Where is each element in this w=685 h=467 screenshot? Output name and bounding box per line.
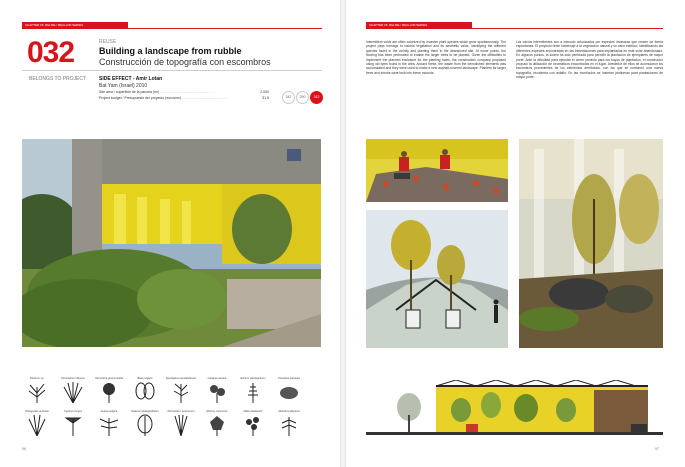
belongs-to-label: BELONGS TO PROJECT: — [29, 76, 87, 82]
plant-illustration-icon — [170, 414, 192, 436]
plant-illustration-icon — [98, 414, 120, 436]
plant-item: Pennisetum villosum — [58, 377, 88, 403]
text-spanish: Los vacíos intermitentes son a menudo colonizados por especies invasoras que crecen de forma espontánea. El proyecto rinde homenaje a la vegetación natural y su valor estético, identificando las diferentes especies encontradas en las inmediaciones para implantarlas en este solar abandonado. En algunos puntos, la solera ha sido perforada para permitir la plantación de ejemplares de mayor porte. Ante la dificultad para ejecutar el cierre previsto para los hoyos de plantación, el constructor propuso la utilización de neumáticos encontrados en el lugar. Alrededor de ellos se acumularon los escombros procedentes de los elementos derribados, con los que se conformó una nueva topografía, recubierta con asfalto. En las montículos se insertan jardineras para plantaciones de mayor porte. — [516, 40, 663, 80]
page-ref-circle-active[interactable]: 312 — [310, 91, 323, 104]
project-name: SIDE EFFECT - Amir Lotan — [99, 76, 163, 82]
page-gutter — [340, 0, 346, 467]
plant-item: Portulaca oleracea — [274, 377, 304, 403]
plant-item: Oenothera grammonella — [94, 377, 124, 403]
plant-illustration-icon — [26, 414, 48, 436]
chapter-tag-right: CHAPTER 05. REUSE / RECLAIM SERIES — [366, 22, 472, 28]
divider — [22, 70, 322, 71]
chapter-rule-left — [22, 28, 322, 29]
plant-item: Eucalyptus camaldulensis — [166, 377, 196, 403]
section-illustration — [366, 210, 508, 348]
plant-illustration-icon — [26, 381, 48, 403]
chapter-tag-left: CHAPTER 05. REUSE / RECLAIM SERIES — [22, 22, 128, 28]
chapter-rule-right — [366, 28, 663, 29]
plant-item: Ailanthus altissima — [274, 410, 304, 436]
plant-illustration-icon — [206, 381, 228, 403]
plant-item: Solanum elaeagnifolium — [130, 410, 160, 436]
category-label: REUSE — [99, 39, 117, 45]
plant-illustration-icon — [242, 381, 264, 403]
plant-item: Lantana camara — [202, 377, 232, 403]
page-ref-circle[interactable]: 242 — [282, 91, 295, 104]
plant-illustration-icon — [242, 414, 264, 436]
elevation-drawing — [366, 380, 663, 442]
plant-illustration-icon — [134, 381, 156, 403]
plant-illustration-icon — [62, 414, 84, 436]
plant-item: Acacia saligna — [94, 410, 124, 436]
page-number-right: 97 — [655, 447, 659, 451]
plant-item: Melia azedarach — [238, 410, 268, 436]
plant-item: Panicum sp. — [22, 377, 52, 403]
info-row: Site area / superficie de la parcela (m²) ........................................................ 2.000 — [99, 90, 269, 94]
plant-illustration-icon — [98, 381, 120, 403]
plant-item: Ricinus communis — [202, 410, 232, 436]
project-number: 032 — [27, 36, 75, 69]
plant-illustration-icon — [134, 414, 156, 436]
plant-illustration-icon — [206, 414, 228, 436]
plant-item: Echium plantagineum — [238, 377, 268, 403]
plant-item: Beta vulgaris — [130, 377, 160, 403]
photo-mist-garden — [519, 139, 663, 348]
title-english: Building a landscape from rubble — [99, 46, 242, 56]
plant-illustration-icon — [278, 414, 300, 436]
plant-item: Phragmites australis — [22, 410, 52, 436]
photo-workers — [366, 139, 508, 202]
info-row: Project budget / Presupuesto del proyecto (euros/m²) .............................................. 31.5 — [99, 96, 269, 100]
plant-item: Cyperus longus — [58, 410, 88, 436]
page-ref-circle[interactable]: 290 — [296, 91, 309, 104]
page-number-left: 96 — [22, 447, 26, 451]
project-location: Bat Yam (Israel) 2010 — [99, 83, 148, 89]
text-english: Intermittent voids are often colonized by invasive plant species which grow spontaneously. The project pays homage to natural vegetation and its aesthetic value, identifying the different species found in the vicinity and planting them in the abandoned site. At some points, the flooring has been perforated to enable the larger trees to be planted. Given the difficulties to implement the planned enclosure for the planting holes, the construction company proposed using old tyres found in the area. Around these, the waste from the demolished elements was accumulated and they were used to make a new asphalt-covered landscape. Planters for larger trees and shrubs were built into these mounds. — [366, 40, 506, 75]
title-spanish: Construcción de topografía con escombros — [99, 57, 271, 67]
plant-item: Pennisetum purpureum — [166, 410, 196, 436]
plant-illustration-icon — [278, 381, 300, 403]
main-photo — [22, 139, 321, 347]
plant-illustration-icon — [62, 381, 84, 403]
plant-illustration-icon — [170, 381, 192, 403]
